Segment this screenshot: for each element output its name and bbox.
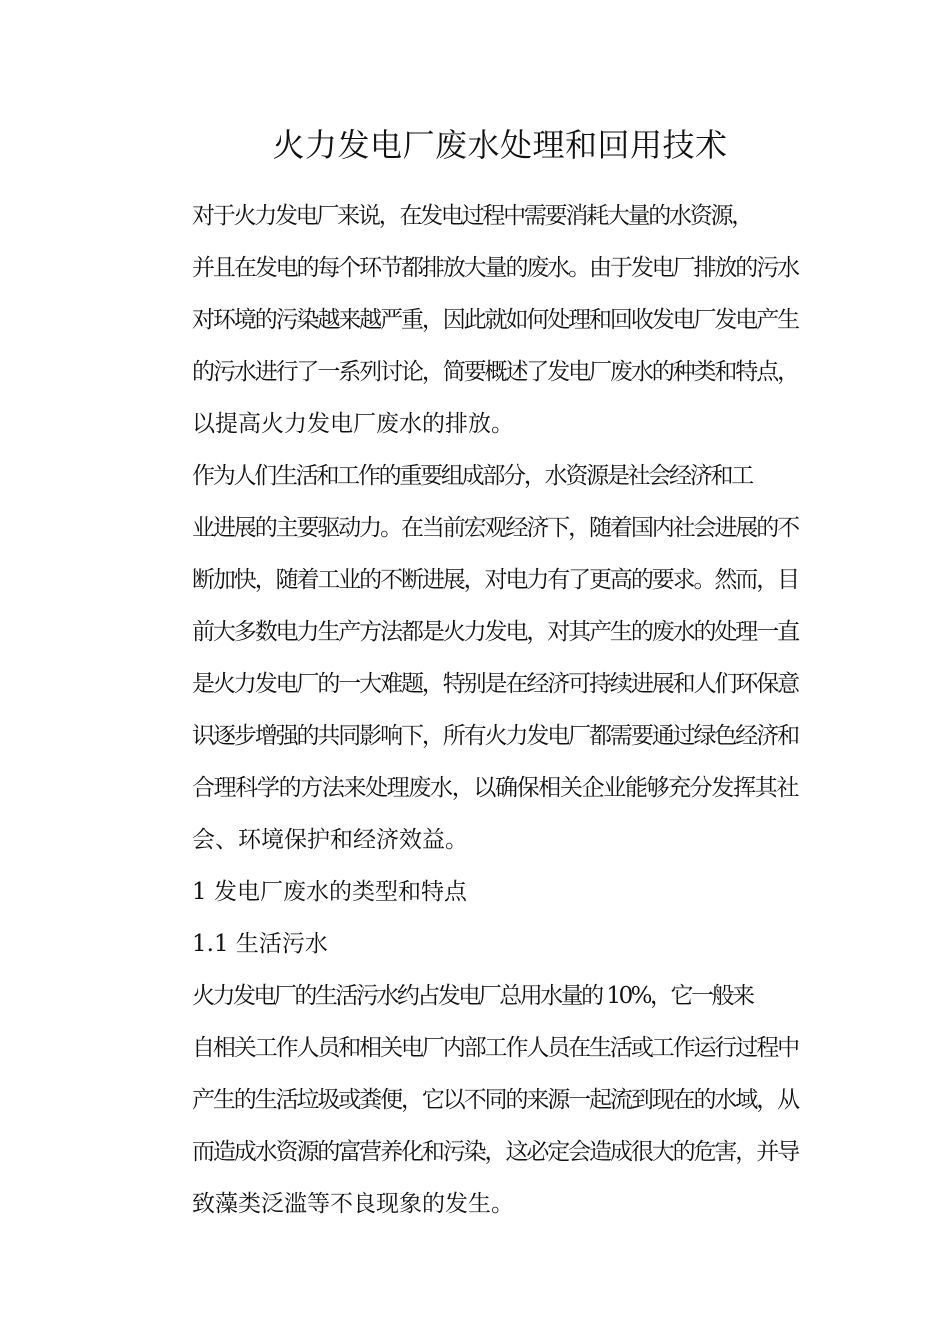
paragraph-3 <box>146 970 798 1230</box>
paragraph-line: 自相关工作人员和相关电厂内部工作人员在生活或工作运行过程中 <box>192 1035 799 1061</box>
section-heading-1: 1 发电厂废水的类型和特点 <box>192 879 467 905</box>
document-title: 火力发电厂废水处理和回用技术 <box>272 126 728 164</box>
section-heading-1-1: 1.1 生活污水 <box>192 931 328 957</box>
paragraph-line: 以提高火力发电厂废水的排放。 <box>192 411 514 437</box>
paragraph-line: 会、环境保护和经济效益。 <box>192 827 468 853</box>
paragraph-line: 作为人们生活和工作的重要组成部分，水资源是社会经济和工 <box>192 463 753 489</box>
paragraph-line: 合理科学的方法来处理废水，以确保相关企业能够充分发挥其社 <box>192 775 799 801</box>
paragraph-line: 火力发电厂的生活污水约占发电厂总用水量的 10%，它一般来 <box>192 983 753 1009</box>
paragraph-line: 并且在发电的每个环节都排放大量的废水。由于发电厂排放的污水 <box>192 255 799 281</box>
document-body <box>146 190 798 1230</box>
paragraph-line: 是火力发电厂的一大难题，特别是在经济可持续进展和人们环保意 <box>192 671 799 697</box>
paragraph-line: 业进展的主要驱动力。在当前宏观经济下，随着国内社会进展的不 <box>192 515 799 541</box>
paragraph-line: 而造成水资源的富营养化和污染，这必定会造成很大的危害，并导 <box>192 1139 799 1165</box>
paragraph-line: 致藻类泛滥等不良现象的发生。 <box>192 1191 514 1217</box>
paragraph-line: 前大多数电力生产方法都是火力发电，对其产生的废水的处理一直 <box>192 619 799 645</box>
paragraph-line: 对于火力发电厂来说，在发电过程中需要消耗大量的水资源， <box>192 203 753 229</box>
paragraph-2 <box>146 450 798 866</box>
paragraph-line: 产生的生活垃圾或粪便，它以不同的来源一起流到现在的水域，从 <box>192 1087 799 1113</box>
paragraph-1 <box>146 190 798 450</box>
paragraph-line: 的污水进行了一系列讨论，简要概述了发电厂废水的种类和特点， <box>192 359 799 385</box>
paragraph-line: 断加快，随着工业的不断进展，对电力有了更高的要求。然而，目 <box>192 567 799 593</box>
paragraph-line: 识逐步增强的共同影响下，所有火力发电厂都需要通过绿色经济和 <box>192 723 799 749</box>
paragraph-line: 对环境的污染越来越严重，因此就如何处理和回收发电厂发电产生 <box>192 307 799 333</box>
